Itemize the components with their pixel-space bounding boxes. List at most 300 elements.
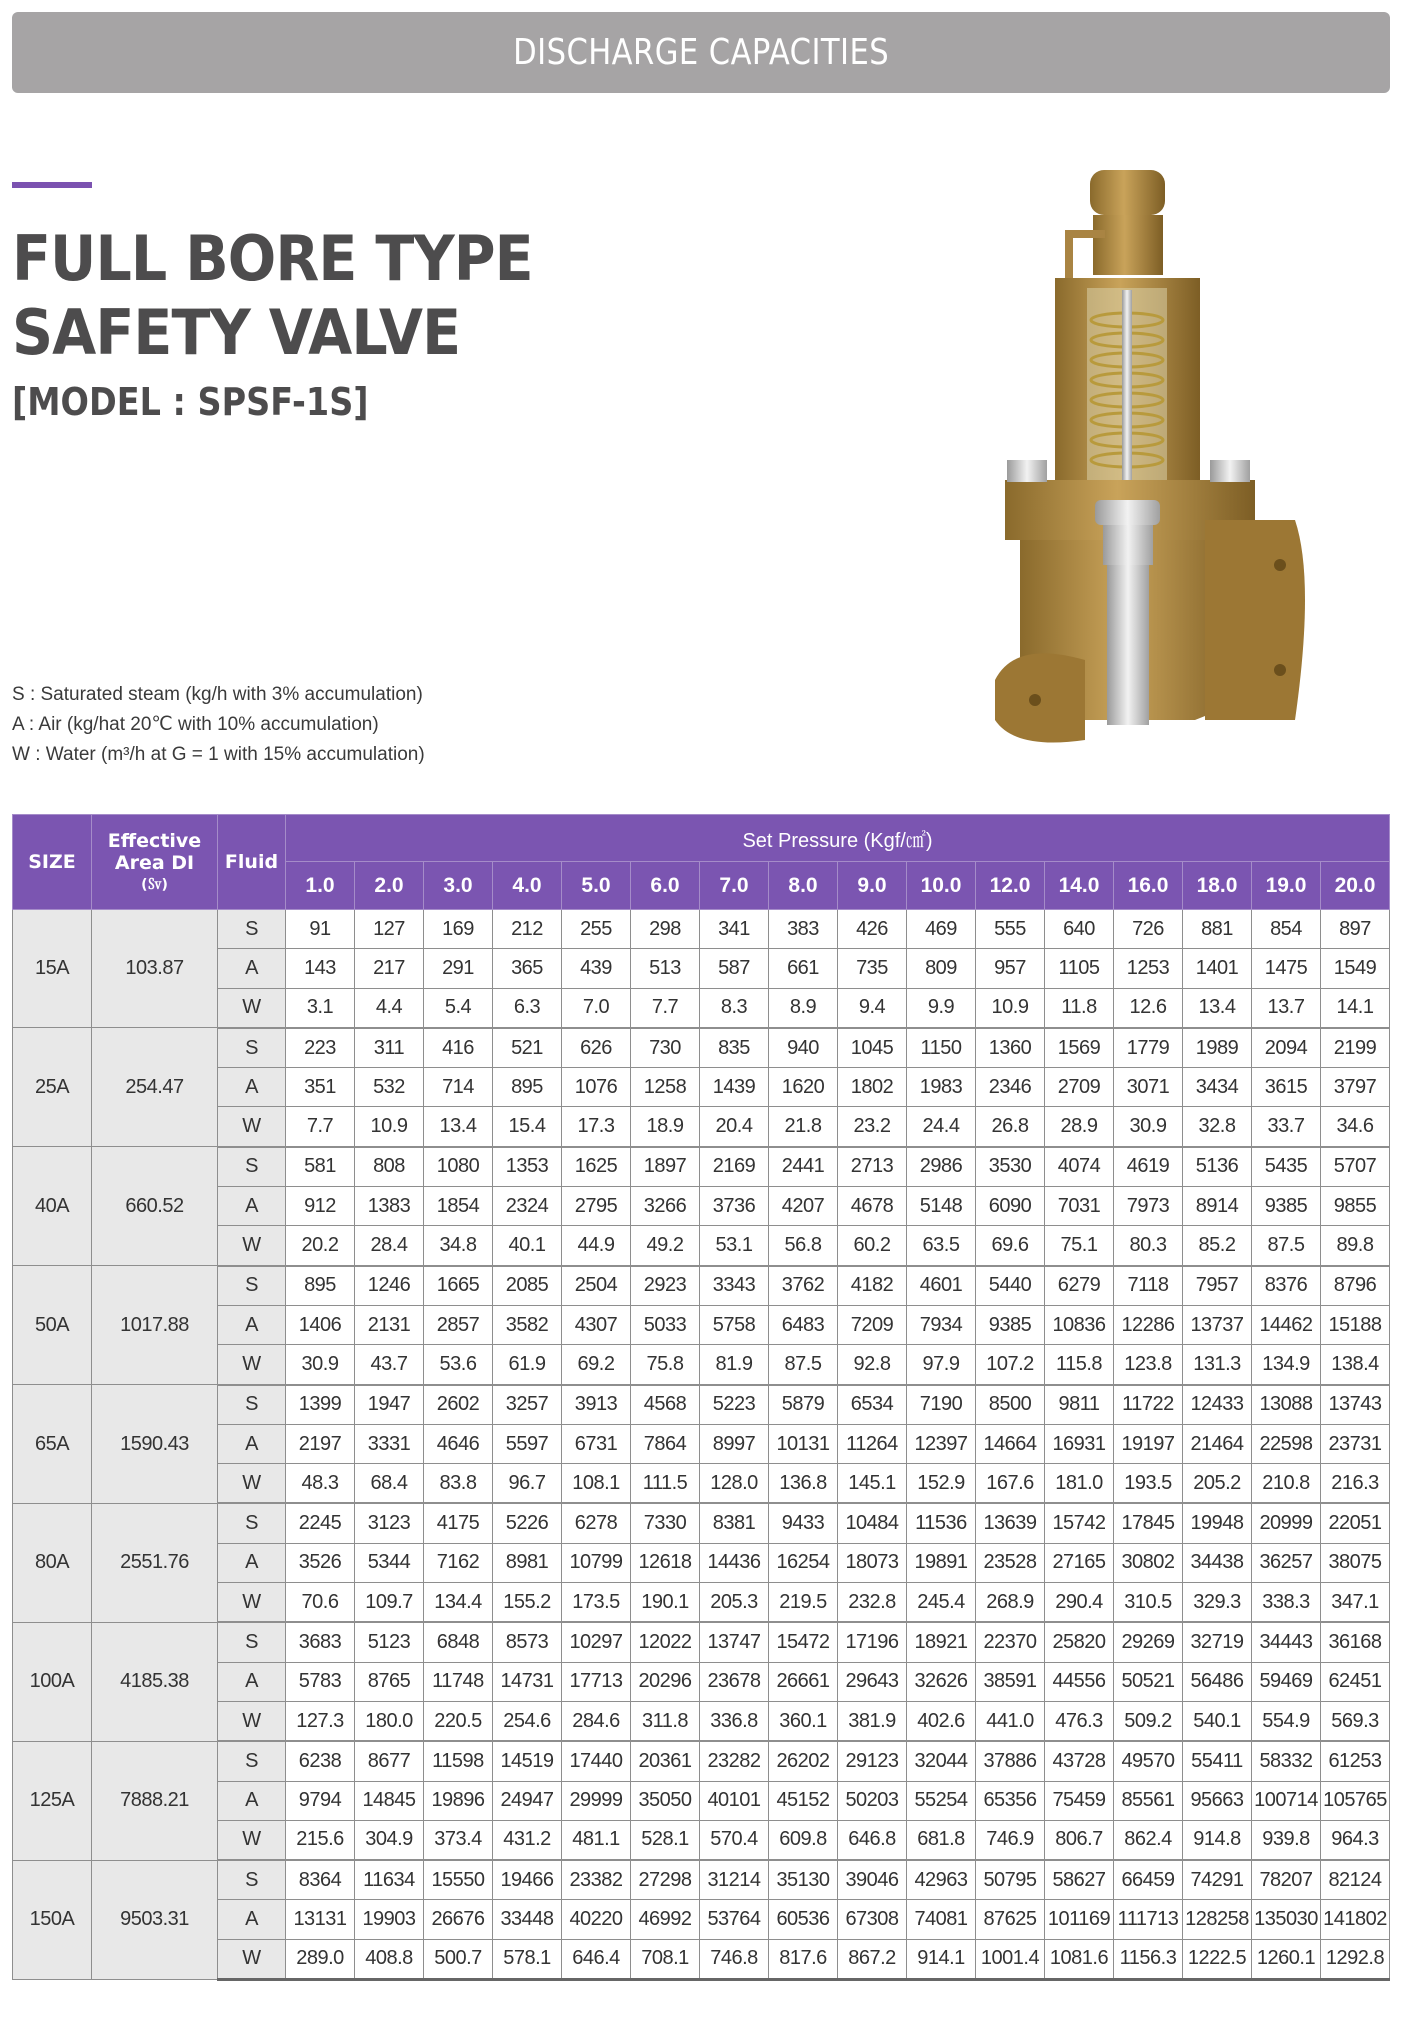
capacity-cell: 10484	[838, 1503, 907, 1543]
capacity-cell: 220.5	[424, 1701, 493, 1741]
header-size: SIZE	[13, 815, 92, 910]
capacity-cell: 11634	[355, 1860, 424, 1900]
capacity-cell: 50203	[838, 1781, 907, 1820]
capacity-cell: 3530	[976, 1147, 1045, 1187]
capacity-cell: 75.8	[631, 1345, 700, 1385]
capacity-cell: 95663	[1183, 1781, 1252, 1820]
capacity-cell: 30.9	[1114, 1107, 1183, 1147]
capacity-cell: 431.2	[493, 1820, 562, 1860]
capacity-cell: 19197	[1114, 1424, 1183, 1463]
capacity-cell: 329.3	[1183, 1583, 1252, 1623]
capacity-cell: 14519	[493, 1741, 562, 1781]
capacity-cell: 28.4	[355, 1226, 424, 1266]
capacity-cell: 14664	[976, 1424, 1045, 1463]
capacity-cell: 20999	[1252, 1503, 1321, 1543]
capacity-cell: 152.9	[907, 1464, 976, 1504]
capacity-cell: 957	[976, 949, 1045, 988]
capacity-cell: 554.9	[1252, 1701, 1321, 1741]
table-row	[13, 1543, 1390, 1582]
capacity-cell: 111713	[1114, 1900, 1183, 1939]
capacity-cell: 4074	[1045, 1147, 1114, 1187]
capacity-cell: 469	[907, 910, 976, 949]
capacity-cell: 2197	[286, 1424, 355, 1463]
capacity-cell: 897	[1321, 910, 1390, 949]
capacity-cell: 134.9	[1252, 1345, 1321, 1385]
valve-bonnet-top	[1093, 215, 1163, 275]
capacity-cell: 9385	[976, 1305, 1045, 1344]
pressure-header: 18.0	[1183, 862, 1252, 910]
capacity-cell: 205.2	[1183, 1464, 1252, 1504]
capacity-cell: 5136	[1183, 1147, 1252, 1187]
capacity-cell: 210.8	[1252, 1464, 1321, 1504]
table-row	[13, 988, 1390, 1028]
capacity-cell: 2441	[769, 1147, 838, 1187]
capacity-cell: 115.8	[1045, 1345, 1114, 1385]
capacity-cell: 2713	[838, 1147, 907, 1187]
capacity-cell: 30.9	[286, 1345, 355, 1385]
area-cell: 1590.43	[92, 1385, 218, 1504]
header-fluid: Fluid	[218, 815, 286, 910]
capacity-cell: 11598	[424, 1741, 493, 1781]
capacity-cell: 36168	[1321, 1622, 1390, 1662]
capacity-cell: 135030	[1252, 1900, 1321, 1939]
capacity-cell: 500.7	[424, 1939, 493, 1979]
capacity-cell: 291	[424, 949, 493, 988]
capacity-cell: 746.8	[700, 1939, 769, 1979]
capacity-cell: 26661	[769, 1662, 838, 1701]
capacity-cell: 416	[424, 1028, 493, 1068]
capacity-cell: 587	[700, 949, 769, 988]
capacity-cell: 1383	[355, 1187, 424, 1226]
capacity-cell: 6.3	[493, 988, 562, 1028]
capacity-cell: 12433	[1183, 1385, 1252, 1425]
capacity-cell: 8796	[1321, 1266, 1390, 1306]
pressure-header: 2.0	[355, 862, 424, 910]
capacity-cell: 2094	[1252, 1028, 1321, 1068]
capacity-cell: 8981	[493, 1543, 562, 1582]
capacity-cell: 39046	[838, 1860, 907, 1900]
capacity-cell: 10131	[769, 1424, 838, 1463]
capacity-cell: 8765	[355, 1662, 424, 1701]
capacity-cell: 347.1	[1321, 1583, 1390, 1623]
capacity-cell: 2504	[562, 1266, 631, 1306]
capacity-cell: 75459	[1045, 1781, 1114, 1820]
capacity-cell: 646.8	[838, 1820, 907, 1860]
capacity-cell: 6238	[286, 1741, 355, 1781]
capacity-cell: 11722	[1114, 1385, 1183, 1425]
area-cell: 254.47	[92, 1028, 218, 1147]
capacity-cell: 8.9	[769, 988, 838, 1028]
area-cell: 2551.76	[92, 1503, 218, 1622]
capacity-cell: 63.5	[907, 1226, 976, 1266]
capacity-cell: 895	[286, 1266, 355, 1306]
capacity-cell: 60.2	[838, 1226, 907, 1266]
capacity-cell: 100714	[1252, 1781, 1321, 1820]
capacity-cell: 6278	[562, 1503, 631, 1543]
capacity-cell: 109.7	[355, 1583, 424, 1623]
capacity-cell: 155.2	[493, 1583, 562, 1623]
capacity-cell: 1475	[1252, 949, 1321, 988]
capacity-cell: 15.4	[493, 1107, 562, 1147]
capacity-cell: 5758	[700, 1305, 769, 1344]
capacity-cell: 111.5	[631, 1464, 700, 1504]
capacity-cell: 311	[355, 1028, 424, 1068]
capacity-cell: 27298	[631, 1860, 700, 1900]
capacity-cell: 70.6	[286, 1583, 355, 1623]
legend-steam: S : Saturated steam (kg/h with 3% accumulation)	[12, 684, 423, 705]
capacity-cell: 6483	[769, 1305, 838, 1344]
table-row	[13, 1781, 1390, 1820]
capacity-cell: 145.1	[838, 1464, 907, 1504]
capacity-cell: 5879	[769, 1385, 838, 1425]
capacity-cell: 34.8	[424, 1226, 493, 1266]
capacity-cell: 14436	[700, 1543, 769, 1582]
size-cell: 50A	[13, 1266, 92, 1385]
fluid-cell: W	[218, 1939, 286, 1979]
capacity-cell: 365	[493, 949, 562, 988]
valve-bolt-right	[1210, 460, 1250, 482]
capacity-cell: 14462	[1252, 1305, 1321, 1344]
capacity-cell: 746.9	[976, 1820, 1045, 1860]
pressure-header: 14.0	[1045, 862, 1114, 910]
capacity-cell: 646.4	[562, 1939, 631, 1979]
capacity-cell: 18921	[907, 1622, 976, 1662]
capacity-cell: 373.4	[424, 1820, 493, 1860]
capacity-cell: 1549	[1321, 949, 1390, 988]
capacity-cell: 32.8	[1183, 1107, 1252, 1147]
banner-title: DISCHARGE CAPACITIES	[513, 32, 889, 73]
capacity-cell: 181.0	[1045, 1464, 1114, 1504]
fluid-cell: S	[218, 1860, 286, 1900]
capacity-cell: 15742	[1045, 1503, 1114, 1543]
size-cell: 150A	[13, 1860, 92, 1979]
valve-bolt-left	[1007, 460, 1047, 482]
legend-water: W : Water (m³/h at G = 1 with 15% accumulation)	[12, 744, 425, 765]
capacity-cell: 42963	[907, 1860, 976, 1900]
capacity-cell: 216.3	[1321, 1464, 1390, 1504]
capacity-cell: 50795	[976, 1860, 1045, 1900]
capacity-cell: 12618	[631, 1543, 700, 1582]
capacity-cell: 2923	[631, 1266, 700, 1306]
pressure-header: 9.0	[838, 862, 907, 910]
capacity-cell: 19948	[1183, 1503, 1252, 1543]
capacity-cell: 714	[424, 1068, 493, 1107]
capacity-cell: 5226	[493, 1503, 562, 1543]
capacity-cell: 1406	[286, 1305, 355, 1344]
capacity-cell: 33448	[493, 1900, 562, 1939]
capacity-cell: 2199	[1321, 1028, 1390, 1068]
capacity-cell: 7864	[631, 1424, 700, 1463]
capacity-cell: 540.1	[1183, 1701, 1252, 1741]
capacity-cell: 61.9	[493, 1345, 562, 1385]
capacity-cell: 15188	[1321, 1305, 1390, 1344]
capacity-cell: 35130	[769, 1860, 838, 1900]
capacity-cell: 10799	[562, 1543, 631, 1582]
capacity-cell: 4601	[907, 1266, 976, 1306]
capacity-cell: 32626	[907, 1662, 976, 1701]
capacity-cell: 381.9	[838, 1701, 907, 1741]
capacity-cell: 8381	[700, 1503, 769, 1543]
capacity-cell: 46992	[631, 1900, 700, 1939]
capacity-cell: 867.2	[838, 1939, 907, 1979]
capacity-cell: 1076	[562, 1068, 631, 1107]
capacity-cell: 7957	[1183, 1266, 1252, 1306]
capacity-cell: 97.9	[907, 1345, 976, 1385]
fluid-cell: A	[218, 1900, 286, 1939]
valve-nozzle	[1107, 565, 1149, 725]
capacity-cell: 91	[286, 910, 355, 949]
capacity-cell: 34443	[1252, 1622, 1321, 1662]
capacity-cell: 74291	[1183, 1860, 1252, 1900]
capacity-cell: 7031	[1045, 1187, 1114, 1226]
capacity-cell: 808	[355, 1147, 424, 1187]
capacity-cell: 1222.5	[1183, 1939, 1252, 1979]
capacity-cell: 8364	[286, 1860, 355, 1900]
capacity-cell: 127.3	[286, 1701, 355, 1741]
capacity-cell: 13639	[976, 1503, 1045, 1543]
fluid-cell: S	[218, 1503, 286, 1543]
capacity-cell: 105765	[1321, 1781, 1390, 1820]
capacity-cell: 5148	[907, 1187, 976, 1226]
capacity-cell: 134.4	[424, 1583, 493, 1623]
capacity-cell: 3.1	[286, 988, 355, 1028]
capacity-cell: 56.8	[769, 1226, 838, 1266]
capacity-cell: 17440	[562, 1741, 631, 1781]
capacity-cell: 481.1	[562, 1820, 631, 1860]
capacity-cell: 23.2	[838, 1107, 907, 1147]
capacity-cell: 2346	[976, 1068, 1045, 1107]
capacity-cell: 5597	[493, 1424, 562, 1463]
capacity-cell: 338.3	[1252, 1583, 1321, 1623]
capacity-cell: 40101	[700, 1781, 769, 1820]
capacity-cell: 835	[700, 1028, 769, 1068]
capacity-cell: 8677	[355, 1741, 424, 1781]
table-row	[13, 1939, 1390, 1979]
capacity-cell: 5783	[286, 1662, 355, 1701]
capacity-cell: 2602	[424, 1385, 493, 1425]
capacity-cell: 89.8	[1321, 1226, 1390, 1266]
capacity-cell: 107.2	[976, 1345, 1045, 1385]
capacity-cell: 85561	[1114, 1781, 1183, 1820]
capacity-cell: 15472	[769, 1622, 838, 1662]
size-cell: 125A	[13, 1741, 92, 1860]
capacity-cell: 56486	[1183, 1662, 1252, 1701]
header-area-line1: Effective	[107, 830, 202, 852]
product-title-line2: SAFETY VALVE	[12, 296, 461, 369]
area-cell: 103.87	[92, 910, 218, 1028]
capacity-cell: 3736	[700, 1187, 769, 1226]
capacity-cell: 96.7	[493, 1464, 562, 1504]
capacity-cell: 3266	[631, 1187, 700, 1226]
capacity-cell: 3913	[562, 1385, 631, 1425]
capacity-cell: 83.8	[424, 1464, 493, 1504]
capacity-cell: 27165	[1045, 1543, 1114, 1582]
capacity-cell: 255	[562, 910, 631, 949]
capacity-cell: 17.3	[562, 1107, 631, 1147]
capacity-cell: 6848	[424, 1622, 493, 1662]
capacity-cell: 66459	[1114, 1860, 1183, 1900]
capacity-cell: 912	[286, 1187, 355, 1226]
capacity-cell: 1258	[631, 1068, 700, 1107]
capacity-cell: 284.6	[562, 1701, 631, 1741]
capacity-cell: 8573	[493, 1622, 562, 1662]
fluid-cell: S	[218, 1147, 286, 1187]
capacity-cell: 1292.8	[1321, 1939, 1390, 1979]
size-cell: 15A	[13, 910, 92, 1028]
capacity-cell: 19903	[355, 1900, 424, 1939]
fluid-cell: A	[218, 1543, 286, 1582]
capacity-cell: 18.9	[631, 1107, 700, 1147]
pressure-header: 6.0	[631, 862, 700, 910]
capacity-cell: 68.4	[355, 1464, 424, 1504]
capacity-cell: 128258	[1183, 1900, 1252, 1939]
capacity-cell: 58627	[1045, 1860, 1114, 1900]
capacity-cell: 5123	[355, 1622, 424, 1662]
capacity-cell: 426	[838, 910, 907, 949]
capacity-cell: 43.7	[355, 1345, 424, 1385]
capacity-cell: 22370	[976, 1622, 1045, 1662]
capacity-cell: 298	[631, 910, 700, 949]
capacity-cell: 11264	[838, 1424, 907, 1463]
capacity-cell: 1150	[907, 1028, 976, 1068]
capacity-cell: 7934	[907, 1305, 976, 1344]
capacity-cell: 4568	[631, 1385, 700, 1425]
capacity-cell: 14731	[493, 1662, 562, 1701]
capacity-cell: 23731	[1321, 1424, 1390, 1463]
capacity-cell: 4307	[562, 1305, 631, 1344]
capacity-cell: 12286	[1114, 1305, 1183, 1344]
fluid-cell: S	[218, 910, 286, 949]
capacity-cell: 509.2	[1114, 1701, 1183, 1741]
capacity-cell: 708.1	[631, 1939, 700, 1979]
capacity-cell: 13131	[286, 1900, 355, 1939]
capacity-cell: 75.1	[1045, 1226, 1114, 1266]
area-cell: 7888.21	[92, 1741, 218, 1860]
table-row	[13, 1622, 1390, 1662]
capacity-cell: 555	[976, 910, 1045, 949]
area-cell: 9503.31	[92, 1860, 218, 1979]
capacity-cell: 5707	[1321, 1147, 1390, 1187]
fluid-cell: S	[218, 1028, 286, 1068]
capacity-cell: 215.6	[286, 1820, 355, 1860]
capacity-cell: 22598	[1252, 1424, 1321, 1463]
capacity-cell: 25820	[1045, 1622, 1114, 1662]
capacity-cell: 81.9	[700, 1345, 769, 1385]
capacity-cell: 476.3	[1045, 1701, 1114, 1741]
capacity-cell: 5.4	[424, 988, 493, 1028]
capacity-cell: 53.1	[700, 1226, 769, 1266]
capacity-cell: 141802	[1321, 1900, 1390, 1939]
capacity-cell: 13737	[1183, 1305, 1252, 1344]
table-row	[13, 1900, 1390, 1939]
capacity-cell: 69.2	[562, 1345, 631, 1385]
capacity-cell: 24.4	[907, 1107, 976, 1147]
capacity-cell: 23678	[700, 1662, 769, 1701]
capacity-cell: 35050	[631, 1781, 700, 1820]
fluid-cell: S	[218, 1622, 286, 1662]
capacity-cell: 2085	[493, 1266, 562, 1306]
capacity-cell: 5223	[700, 1385, 769, 1425]
capacity-cell: 3071	[1114, 1068, 1183, 1107]
capacity-cell: 3257	[493, 1385, 562, 1425]
capacity-cell: 136.8	[769, 1464, 838, 1504]
capacity-cell: 11748	[424, 1662, 493, 1701]
capacity-cell: 128.0	[700, 1464, 769, 1504]
area-cell: 1017.88	[92, 1266, 218, 1385]
capacity-cell: 1360	[976, 1028, 1045, 1068]
capacity-cell: 49570	[1114, 1741, 1183, 1781]
capacity-cell: 1802	[838, 1068, 907, 1107]
capacity-cell: 7.7	[631, 988, 700, 1028]
capacity-cell: 21.8	[769, 1107, 838, 1147]
capacity-cell: 40.1	[493, 1226, 562, 1266]
table-row	[13, 1345, 1390, 1385]
capacity-cell: 23528	[976, 1543, 1045, 1582]
capacity-cell: 4207	[769, 1187, 838, 1226]
capacity-cell: 3683	[286, 1622, 355, 1662]
capacity-cell: 232.8	[838, 1583, 907, 1623]
capacity-cell: 16254	[769, 1543, 838, 1582]
table-row	[13, 1701, 1390, 1741]
table-row	[13, 1741, 1390, 1781]
capacity-cell: 360.1	[769, 1701, 838, 1741]
capacity-cell: 5435	[1252, 1147, 1321, 1187]
capacity-cell: 12.6	[1114, 988, 1183, 1028]
capacity-cell: 581	[286, 1147, 355, 1187]
capacity-cell: 290.4	[1045, 1583, 1114, 1623]
capacity-cell: 40220	[562, 1900, 631, 1939]
capacity-cell: 180.0	[355, 1701, 424, 1741]
capacity-cell: 138.4	[1321, 1345, 1390, 1385]
capacity-cell: 48.3	[286, 1464, 355, 1504]
capacity-cell: 13743	[1321, 1385, 1390, 1425]
area-cell: 4185.38	[92, 1622, 218, 1741]
capacity-cell: 29123	[838, 1741, 907, 1781]
capacity-cell: 7330	[631, 1503, 700, 1543]
capacity-cell: 2986	[907, 1147, 976, 1187]
capacity-cell: 626	[562, 1028, 631, 1068]
capacity-cell: 30802	[1114, 1543, 1183, 1582]
accent-bar	[12, 182, 92, 188]
table-row	[13, 1583, 1390, 1623]
capacity-cell: 14845	[355, 1781, 424, 1820]
capacity-cell: 3582	[493, 1305, 562, 1344]
discharge-capacity-table	[12, 814, 1390, 1981]
capacity-cell: 32044	[907, 1741, 976, 1781]
capacity-cell: 7.0	[562, 988, 631, 1028]
capacity-cell: 3434	[1183, 1068, 1252, 1107]
capacity-cell: 85.2	[1183, 1226, 1252, 1266]
capacity-cell: 310.5	[1114, 1583, 1183, 1623]
capacity-cell: 20.4	[700, 1107, 769, 1147]
fluid-legend	[12, 680, 425, 770]
capacity-cell: 2857	[424, 1305, 493, 1344]
capacity-cell: 55411	[1183, 1741, 1252, 1781]
size-cell: 100A	[13, 1622, 92, 1741]
capacity-cell: 4.4	[355, 988, 424, 1028]
valve-cap	[1090, 170, 1165, 215]
capacity-cell: 13.7	[1252, 988, 1321, 1028]
fluid-cell: W	[218, 1464, 286, 1504]
capacity-cell: 4175	[424, 1503, 493, 1543]
capacity-cell: 1620	[769, 1068, 838, 1107]
capacity-cell: 640	[1045, 910, 1114, 949]
pressure-header: 7.0	[700, 862, 769, 910]
fluid-cell: W	[218, 1583, 286, 1623]
size-cell: 25A	[13, 1028, 92, 1147]
capacity-cell: 212	[493, 910, 562, 949]
capacity-cell: 528.1	[631, 1820, 700, 1860]
